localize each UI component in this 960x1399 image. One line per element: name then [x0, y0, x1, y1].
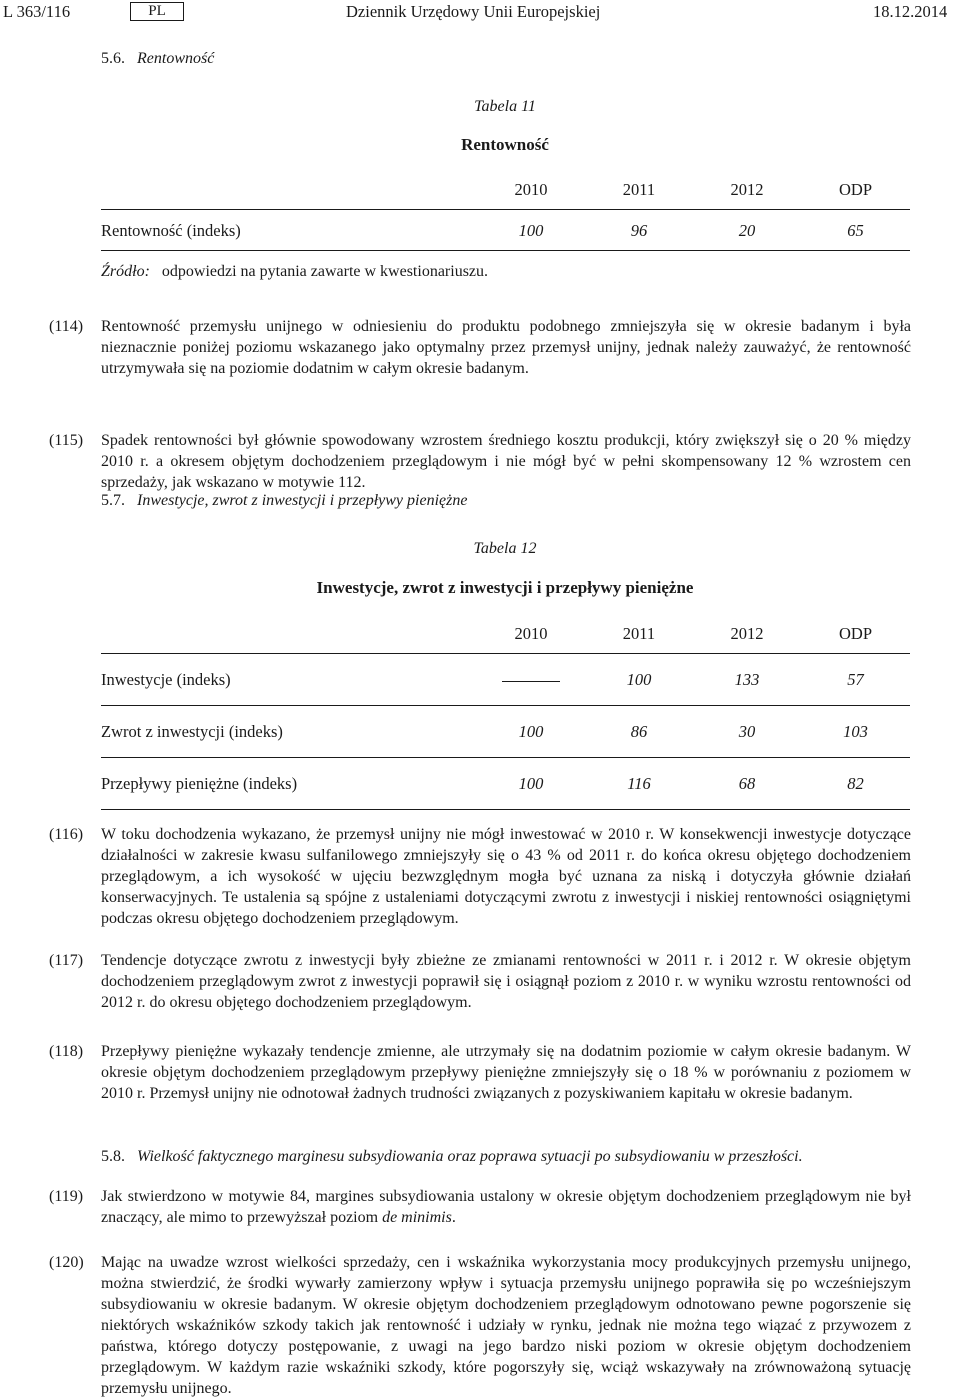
- paragraph-120: [49, 1252, 911, 1399]
- table-row: [101, 210, 910, 251]
- section-number: 5.6.: [101, 50, 125, 67]
- column-header: 2010: [477, 613, 585, 654]
- row-label: Rentowność (indeks): [101, 210, 477, 251]
- table-cell: 100: [585, 654, 693, 706]
- section-title: Rentowność: [137, 50, 215, 67]
- table-cell: 100: [477, 706, 585, 758]
- publication-date: 18.12.2014: [873, 2, 948, 21]
- paragraph-119: [49, 1186, 911, 1228]
- paragraph-number: (118): [49, 1043, 84, 1060]
- paragraph-text: Przepływy pieniężne wykazały tendencje zmienne, ale utrzymały się na dodatnim poziomie w całym okresie badanym. W okresie objętym dochodzeniem przeglądowym przepływy pieniężne zmniejszyły się o 18 % w porównaniu z poziomem w 2010 r. Przemysł unijny nie odnotował żadnych trudności związanych z pozyskiwaniem kapitału w okresie badanym.: [101, 1043, 911, 1102]
- table-12-caption: Tabela 12: [473, 540, 537, 557]
- section-title: Wielkość faktycznego marginesu subsydiowania oraz poprawa sytuacji po subsydiowaniu w przeszłości.: [137, 1148, 803, 1165]
- section-number: 5.8.: [101, 1148, 125, 1165]
- table-cell: 57: [801, 654, 910, 706]
- paragraph-number: (120): [49, 1254, 84, 1271]
- paragraph-117: [49, 950, 911, 1013]
- table-cell: 100: [477, 210, 585, 251]
- paragraph-text-part: .: [451, 1209, 456, 1226]
- source-text: odpowiedzi na pytania zawarte w kwestionariuszu.: [161, 263, 489, 280]
- section-heading-5-8: [101, 1146, 803, 1167]
- table-cell: 86: [585, 706, 693, 758]
- paragraph-text-part: Jak stwierdzono w motywie 84, margines subsydiowania ustalony w okresie objętym dochodzeniem przeglądowym nie był znaczący, ale mimo to przewyższał poziom: [101, 1188, 911, 1226]
- table-header-row: [101, 169, 910, 210]
- table-cell: 103: [801, 706, 910, 758]
- paragraph-text: Tendencje dotyczące zwrotu z inwestycji były zbieżne ze zmianami rentowności w 2011 r. i 2012 r. W okresie objętym dochodzeniem przeglądowym zwrot z inwestycji poprawił się i osiągnął poziom z 2010 r. w wyniku wzrostu rentowności od 2012 r. do okresu objętego dochodzeniem przeglądowym.: [101, 952, 911, 1011]
- row-label: Inwestycje (indeks): [101, 654, 477, 706]
- paragraph-text: Rentowność przemysłu unijnego w odniesieniu do produktu podobnego zmniejszyła się w okresie badanym i była nieznacznie poniżej poziomu wskazanego jako optymalny przez przemysł unijny, jednak należy zauważyć, że rentowność utrzymywała się na poziomie dodatnim w całym okresie badanym.: [101, 318, 911, 377]
- table-cell: 133: [693, 654, 801, 706]
- section-heading-5-6: [101, 48, 214, 69]
- journal-title: Dziennik Urzędowy Unii Europejskiej: [346, 2, 601, 21]
- section-title: Inwestycje, zwrot z inwestycji i przepływy pieniężne: [137, 492, 468, 509]
- page-header: [0, 0, 960, 24]
- paragraph-text: [101, 1186, 911, 1228]
- table-cell: 82: [801, 758, 910, 810]
- header-empty-cell: [101, 613, 477, 654]
- table-cell: 65: [801, 210, 910, 251]
- column-header: 2011: [585, 613, 693, 654]
- latin-term: de minimis: [382, 1209, 452, 1226]
- paragraph-number: (115): [49, 432, 84, 449]
- column-header: ODP: [801, 169, 910, 210]
- paragraph-text: Mając na uwadze wzrost wielkości sprzedaży, cen i wskaźnika wykorzystania mocy produkcyjnych przemysłu unijnego, można stwierdzić, że środki wywarły zamierzony wpływ i sytuacja przemysłu unijnego poprawiła się po wcześniejszym subsydiowaniu w okresie badanym. W okresie objętym dochodzeniem przeglądowym odnotowano pewne pogorszenie się niektórych wskaźników szkody takich jak rentowność i udziały w rynku, jednak nie można tego wiązać z przywozem z państwa, którego dotyczy postępowanie, z uwagi na jego bardzo niski poziom w okresie objętym dochodzeniem przeglądowym. W każdym razie wskaźniki szkody, które pogorszyły się, wciąż wskazywały na zrównoważoną sytuację przemysłu unijnego.: [101, 1254, 911, 1397]
- table-row: [101, 758, 910, 810]
- row-label: Zwrot z inwestycji (indeks): [101, 706, 477, 758]
- column-header: 2012: [693, 169, 801, 210]
- paragraph-number: (117): [49, 952, 84, 969]
- column-header: ODP: [801, 613, 910, 654]
- table-row: [101, 654, 910, 706]
- table-cell: 116: [585, 758, 693, 810]
- paragraph-text: Spadek rentowności był głównie spowodowany wzrostem średniego kosztu produkcji, który zwiększył się o 20 % między 2010 r. a okresem objętym dochodzeniem przeglądowym i nie mógł być w pełni skompensowany 12 % wzrostem cen sprzedaży, jak wskazano w motywie 112.: [101, 432, 911, 491]
- table-cell: 20: [693, 210, 801, 251]
- paragraph-number: (119): [49, 1188, 84, 1205]
- table-12-title: Inwestycje, zwrot z inwestycji i przepływy pieniężne: [316, 578, 694, 597]
- paragraph-116: [49, 824, 911, 929]
- section-heading-5-7: [101, 490, 467, 511]
- language-badge: PL: [130, 2, 184, 21]
- paragraph-number: (114): [49, 318, 84, 335]
- row-label: Przepływy pieniężne (indeks): [101, 758, 477, 810]
- table-header-row: [101, 613, 910, 654]
- paragraph-118: [49, 1041, 911, 1104]
- paragraph-text: W toku dochodzenia wykazano, że przemysł unijny nie mógł inwestować w 2010 r. W konsekwencji inwestycje dotyczące działalności w zakresie kwasu sulfanilowego zmniejszyły się o 43 % od 2011 r. do końca okresu objętego dochodzeniem przeglądowym, a ich wysokość w ujęciu bezwzględnym mogła być uznana za niską i dotyczyła głównie działań konserwacyjnych. Te ustalenia są spójne z ustaleniami dotyczącymi zwrotu z inwestycji i niskiej rentowności osiągniętymi podczas okresu objętego dochodzeniem przeglądowym.: [101, 826, 911, 927]
- column-header: 2011: [585, 169, 693, 210]
- paragraph-number: (116): [49, 826, 84, 843]
- paragraph-115: [49, 430, 911, 493]
- table-cell: [477, 654, 585, 706]
- table-11: [101, 169, 910, 251]
- table-cell: 68: [693, 758, 801, 810]
- paragraph-114: [49, 316, 911, 379]
- table-row: [101, 706, 910, 758]
- column-header: 2010: [477, 169, 585, 210]
- table-cell: 100: [477, 758, 585, 810]
- table-11-title: Rentowność: [461, 135, 549, 154]
- column-header: 2012: [693, 613, 801, 654]
- header-empty-cell: [101, 169, 477, 210]
- table-cell: 30: [693, 706, 801, 758]
- table-11-caption: Tabela 11: [474, 98, 536, 115]
- table-cell: 96: [585, 210, 693, 251]
- source-label: Źródło:: [101, 263, 150, 280]
- table-12: [101, 613, 910, 810]
- page-reference: L 363/116: [3, 2, 71, 21]
- section-number: 5.7.: [101, 492, 125, 509]
- table-source-note: [101, 261, 488, 282]
- dash-placeholder: [502, 681, 560, 682]
